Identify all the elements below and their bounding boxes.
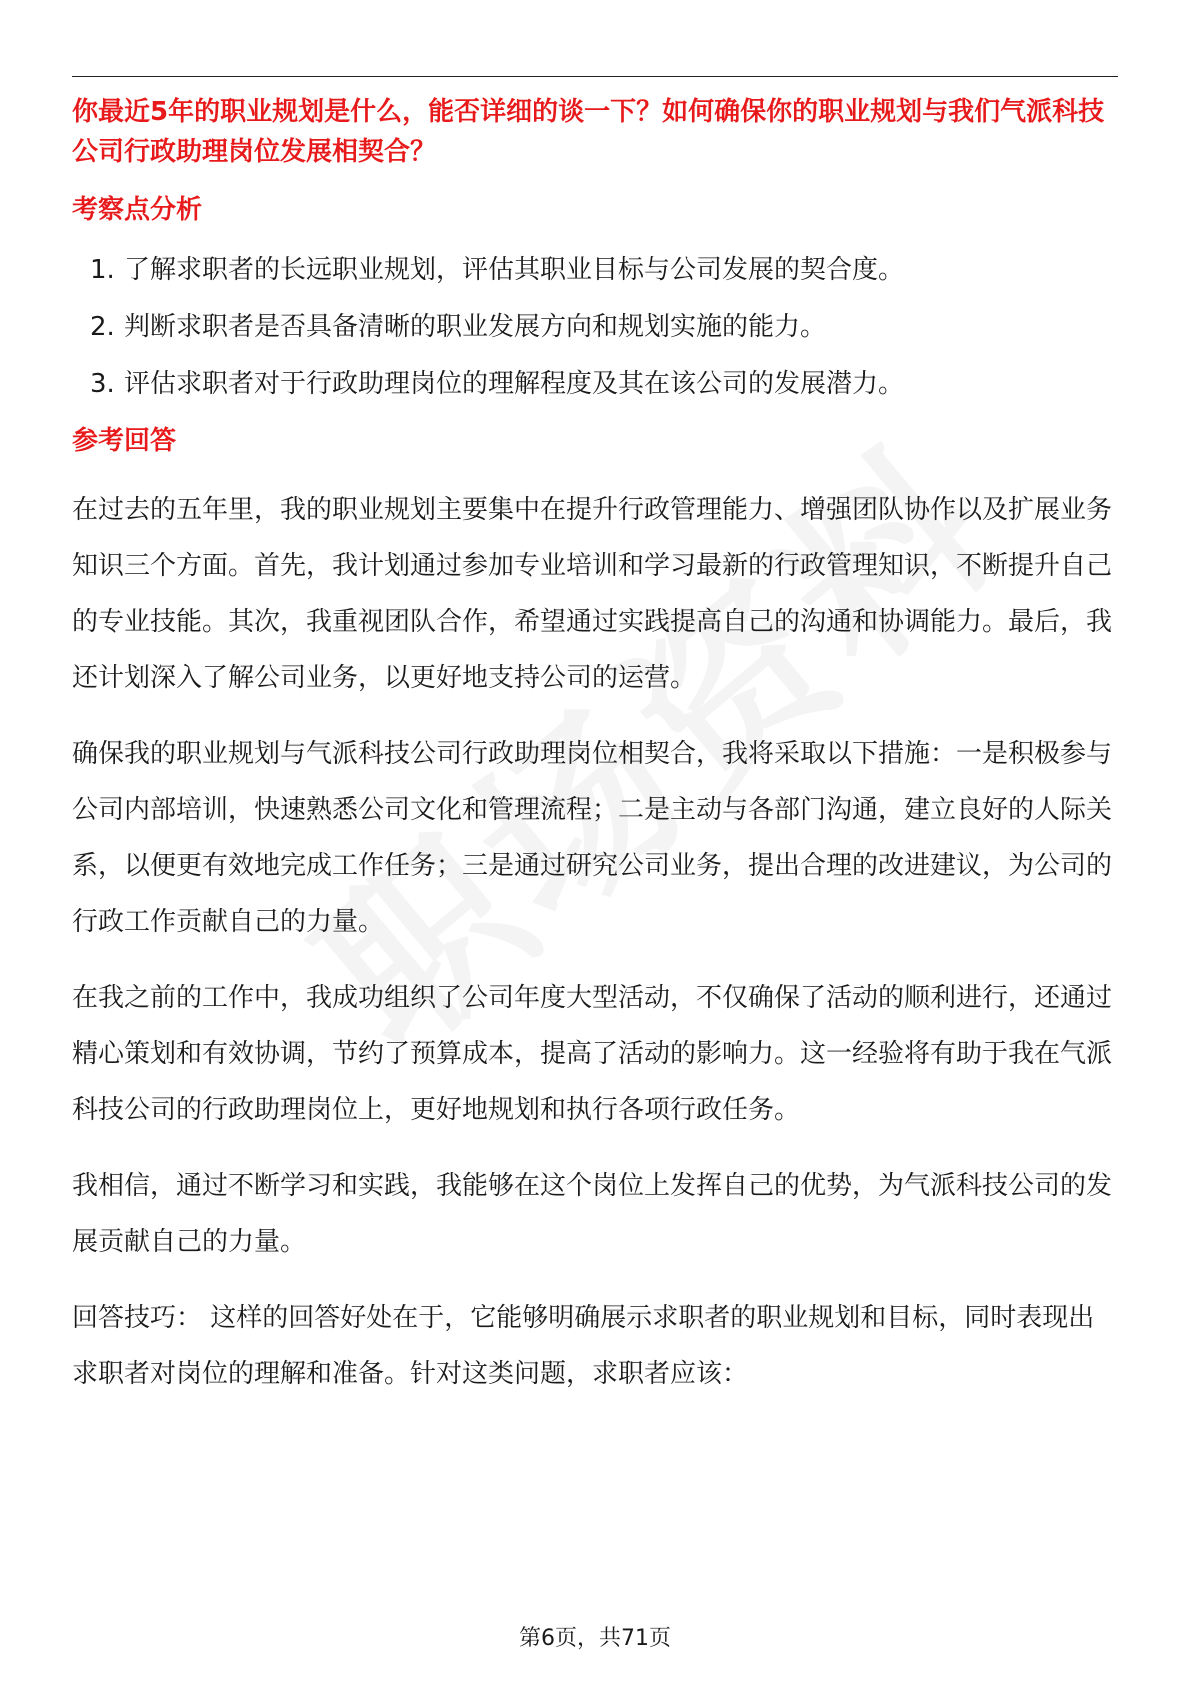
answer-tips-paragraph: 回答技巧： 这样的回答好处在于，它能够明确展示求职者的职业规划和目标，同时表现出求职者对岗位的理解和准备。针对这类问题，求职者应该： [72,1303,1095,1389]
answer-paragraph: 在我之前的工作中，我成功组织了公司年度大型活动，不仅确保了活动的顺利进行，还通过精心策划和有效协调，节约了预算成本，提高了活动的影响力。这一经验将有助于我在气派科技公司的行政助理岗位上，更好地规划和执行各项行政任务。 [72,983,1113,1125]
list-item [72,366,1118,402]
list-item-number: 3. [90,369,115,399]
page-number-footer: 第6页，共71页 [519,1626,671,1651]
list-item-number: 1. [90,255,115,285]
list-item-text: 了解求职者的长远职业规划，评估其职业目标与公司发展的契合度。 [124,255,905,285]
answer-paragraph: 我相信，通过不断学习和实践，我能够在这个岗位上发挥自己的优势，为气派科技公司的发展贡献自己的力量。 [72,1171,1113,1257]
answer-heading: 参考回答 [72,426,177,456]
analysis-points-list [72,252,1118,402]
list-item-text: 评估求职者对于行政助理岗位的理解程度及其在该公司的发展潜力。 [124,369,905,399]
list-item [72,252,1118,288]
top-rule-divider [72,76,1118,77]
answer-paragraph: 确保我的职业规划与气派科技公司行政助理岗位相契合，我将采取以下措施：一是积极参与公司内部培训，快速熟悉公司文化和管理流程；二是主动与各部门沟通，建立良好的人际关系，以便更有效地完成工作任务；三是通过研究公司业务，提出合理的改进建议，为公司的行政工作贡献自己的力量。 [72,739,1113,937]
list-item-number: 2. [90,312,115,342]
question-title: 你最近5年的职业规划是什么，能否详细的谈一下？如何确保你的职业规划与我们气派科技公司行政助理岗位发展相契合？ [72,97,1105,167]
answer-paragraph: 在过去的五年里，我的职业规划主要集中在提升行政管理能力、增强团队协作以及扩展业务知识三个方面。首先，我计划通过参加专业培训和学习最新的行政管理知识，不断提升自己的专业技能。其次，我重视团队合作，希望通过实践提高自己的沟通和协调能力。最后，我还计划深入了解公司业务，以更好地支持公司的运营。 [72,495,1113,693]
page-content [72,92,1118,1402]
list-item [72,309,1118,345]
analysis-heading: 考察点分析 [72,195,203,225]
list-item-text: 判断求职者是否具备清晰的职业发展方向和规划实施的能力。 [124,312,827,342]
